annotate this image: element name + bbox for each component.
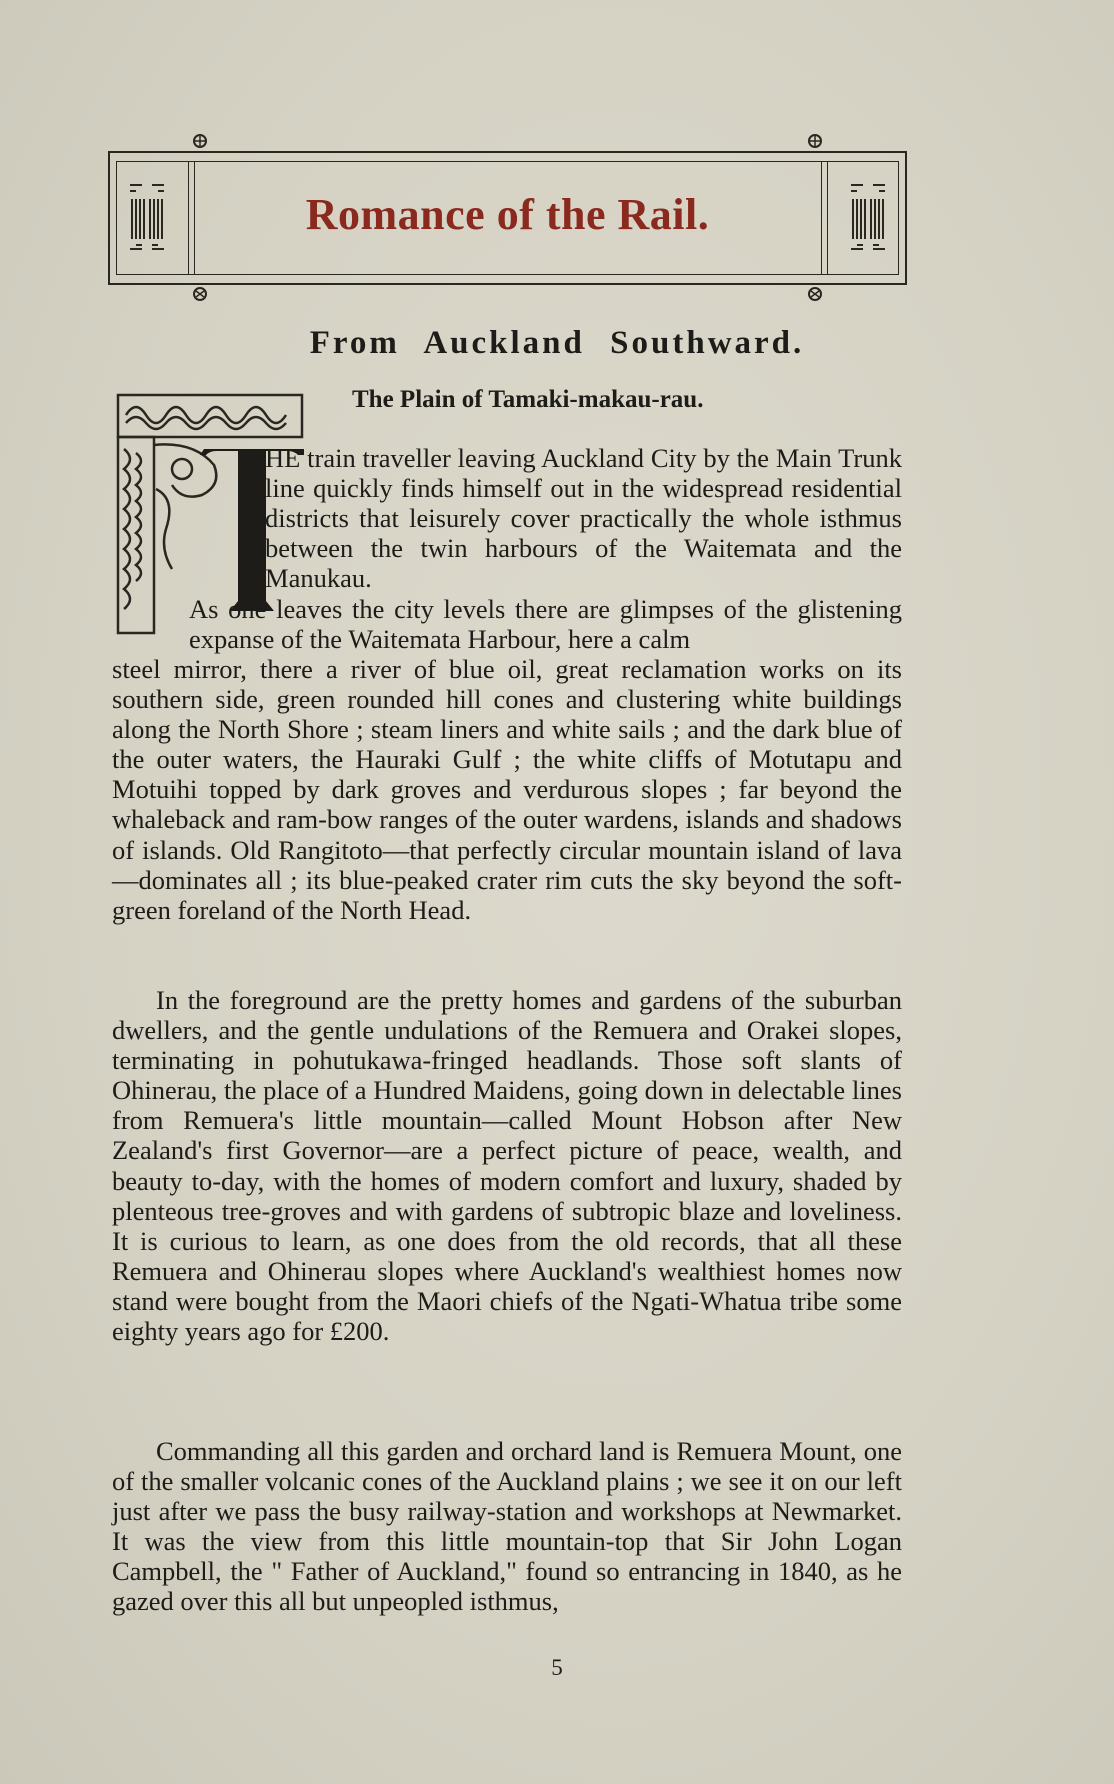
title-banner <box>108 151 907 285</box>
flourish-top-left-icon <box>190 132 210 150</box>
banner-divider-right-b <box>827 161 828 275</box>
paragraph-1-body: steel mirror, there a river of blue oil, great reclamation works on its southern side, green rounded hill cones and clustering white buildings along the North Shore ; steam liners and white sails ; and the dark blue of the outer waters, the Hauraki Gulf ; the white cliffs of Motutapu and Motuihi topped by dark groves and verdurous slopes ; far beyond the whaleback and ram-bow ranges of the outer wardens, islands and shadows of islands. Old Rangitoto—that perfectly circular mountain island of lava—dominates all ; its blue-peaked crater rim cuts the sky beyond the soft-green foreland of the North Head. <box>112 654 902 925</box>
paragraph-1: HE train traveller leaving Auckland City by the Main Trunk line quickly finds himself out in the widespread residential districts that leisurely cover practically the whole isthmus between the twin harbours of the Waitemata and the Manukau. <box>265 443 902 594</box>
paragraph-1-continued: As one leaves the city levels there are glimpses of the glistening expanse of the Waitemata Harbour, here a calm <box>189 594 902 655</box>
paragraph-2: In the foreground are the pretty homes and gardens of the suburban dwellers, and the gentle undulations of the Remuera and Orakei slopes, terminating in pohutukawa-fringed headlands. Those soft slants of Ohinerau, the place of a Hundred Maidens, going down in delectable lines from Remuera's little mountain—called Mount Hobson after New Zealand's first Governor—are a perfect picture of peace, wealth, and beauty to-day, with the homes of modern comfort and luxury, shaded by plenteous tree-groves and with gardens of subtropic blaze and loveliness. It is curious to learn, as one does from the old records, that all these Remuera and Ohinerau slopes where Auckland's wealthiest homes now stand were bought from the Maori chiefs of the Ngati-Whatua tribe some eighty years ago for £200. <box>112 985 902 1347</box>
section-heading: The Plain of Tamaki-makau-rau. <box>352 386 704 413</box>
banner-divider-left-a <box>188 161 189 275</box>
greek-key-ornament-left-icon <box>124 175 170 261</box>
page-title: Romance of the Rail. <box>305 190 710 239</box>
banner-divider-right-a <box>821 161 822 275</box>
flourish-bottom-left-icon <box>190 285 210 303</box>
chapter-subtitle: From Auckland Southward. <box>309 325 805 361</box>
greek-key-ornament-right-icon <box>845 175 891 261</box>
banner-divider-left-b <box>194 161 195 275</box>
paragraph-3: Commanding all this garden and orchard land is Remuera Mount, one of the smaller volcanic cones of the Auckland plains ; we see it on our left just after we pass the busy railway-station and workshops at Newmarket. It was the view from this little mountain-top that Sir John Logan Campbell, the " Father of Auckland," found so entrancing in 1840, as he gazed over this all but unpeopled isthmus, <box>112 1436 902 1617</box>
flourish-top-right-icon <box>805 132 825 150</box>
flourish-bottom-right-icon <box>805 285 825 303</box>
page-number: 5 <box>551 1655 563 1680</box>
